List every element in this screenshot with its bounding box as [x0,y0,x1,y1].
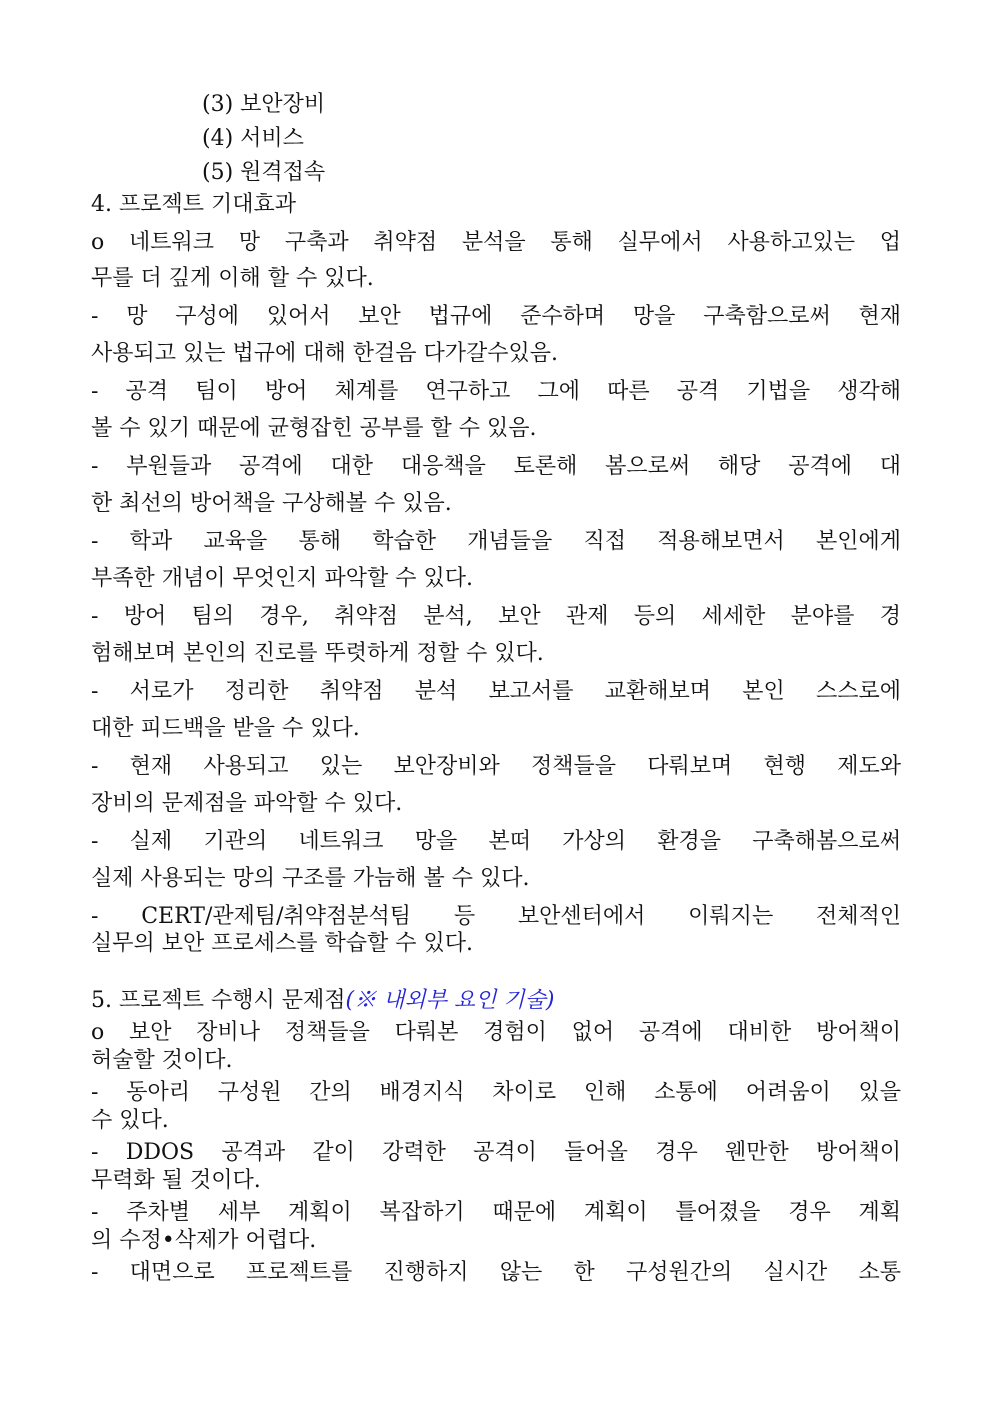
paragraph-line: - 학과 교육을 통해 학습한 개념들을 직접 적용해보면서 본인에게 [91,529,901,554]
paragraph-line: - 공격 팀이 방어 체계를 연구하고 그에 따른 공격 기법을 생각해 [91,379,901,404]
paragraph-line: - 실제 기관의 네트워크 망을 본떠 가상의 환경을 구축해봄으로써 [91,829,901,854]
paragraph-line: - 주차별 세부 계획이 복잡하기 때문에 계획이 틀어졌을 경우 계획 [91,1200,901,1225]
section-5-heading [91,986,554,1016]
list-item-3: (3) 보안장비 [202,92,326,117]
paragraph-line: - 부원들과 공격에 대한 대응책을 토론해 봄으로써 해당 공격에 대 [91,454,901,479]
section-5-heading-text: 5. 프로젝트 수행시 문제점 [91,988,346,1013]
paragraph-line: - CERT/관제팀/취약점분석팀 등 보안센터에서 이뤄지는 전체적인 [91,904,901,929]
paragraph-line: 수 있다. [91,1108,169,1133]
paragraph-line: 의 수정•삭제가 어렵다. [91,1228,317,1253]
paragraph-line: - 현재 사용되고 있는 보안장비와 정책들을 다뤄보며 현행 제도와 [91,754,901,779]
paragraph-line: 무를 더 깊게 이해 할 수 있다. [91,266,374,291]
paragraph-line: o 네트워크 망 구축과 취약점 분석을 통해 실무에서 사용하고있는 업 [91,230,901,255]
paragraph-line: - 망 구성에 있어서 보안 법규에 준수하며 망을 구축함으로써 현재 [91,304,901,329]
paragraph-line: 대한 피드백을 받을 수 있다. [91,716,360,741]
paragraph-line: 부족한 개념이 무엇인지 파악할 수 있다. [91,566,473,591]
section-5-note: (※ 내외부 요인 기술) [345,988,555,1013]
paragraph-line: o 보안 장비나 정책들을 다뤄본 경험이 없어 공격에 대비한 방어책이 [91,1020,901,1045]
paragraph-line: - 동아리 구성원 간의 배경지식 차이로 인해 소통에 어려움이 있을 [91,1080,901,1105]
paragraph-line: - 방어 팀의 경우, 취약점 분석, 보안 관제 등의 세세한 분야를 경 [91,604,901,629]
paragraph-line: - 서로가 정리한 취약점 분석 보고서를 교환해보며 본인 스스로에 [91,679,901,704]
paragraph-line: 장비의 문제점을 파악할 수 있다. [91,791,403,816]
section-4-heading: 4. 프로젝트 기대효과 [91,192,296,217]
paragraph-line: 볼 수 있기 때문에 균형잡힌 공부를 할 수 있음. [91,416,537,441]
paragraph-line: 무력화 될 것이다. [91,1168,261,1193]
paragraph-line: - DDOS 공격과 같이 강력한 공격이 들어올 경우 웬만한 방어책이 [91,1140,901,1165]
paragraph-line: 험해보며 본인의 진로를 뚜렷하게 정할 수 있다. [91,641,544,666]
paragraph-line: 사용되고 있는 법규에 대해 한걸음 다가갈수있음. [91,341,559,366]
paragraph-line: 실제 사용되는 망의 구조를 가늠해 볼 수 있다. [91,866,530,891]
list-item-4: (4) 서비스 [202,126,304,151]
paragraph-line: 실무의 보안 프로세스를 학습할 수 있다. [91,931,473,956]
paragraph-line: 허술할 것이다. [91,1048,233,1073]
paragraph-line: - 대면으로 프로젝트를 진행하지 않는 한 구성원간의 실시간 소통 [91,1260,901,1285]
paragraph-line: 한 최선의 방어책을 구상해볼 수 있음. [91,491,452,516]
list-item-5: (5) 원격접속 [202,160,326,185]
